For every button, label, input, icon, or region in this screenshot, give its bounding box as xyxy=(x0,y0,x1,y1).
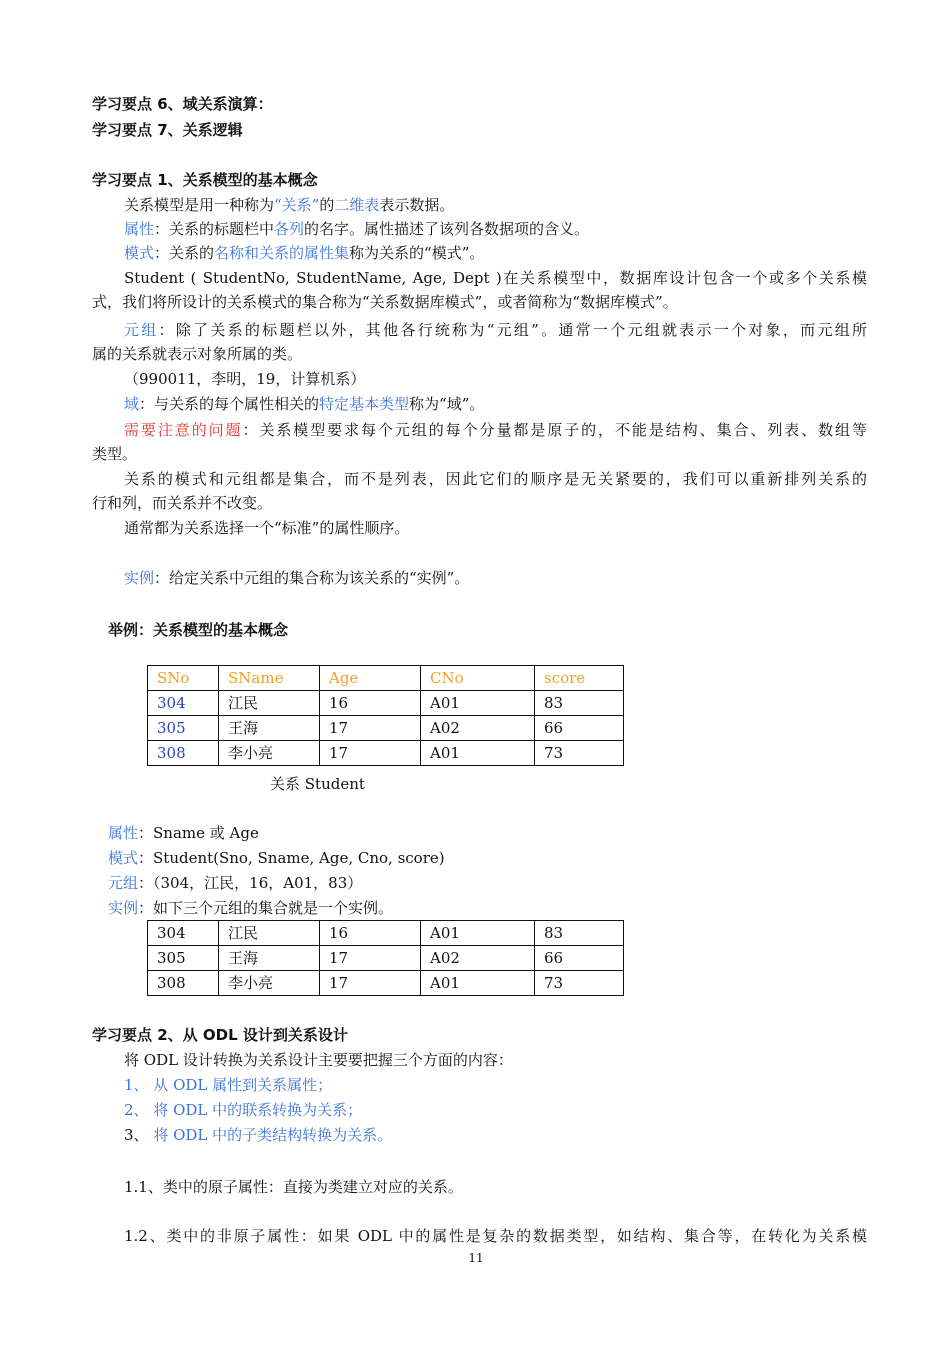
student-table xyxy=(147,665,624,766)
table-cell: 66 xyxy=(535,716,624,741)
table-header-cell: CNo xyxy=(421,666,535,691)
table-cell: 17 xyxy=(320,971,421,996)
heading-point-6: 学习要点 6、域关系演算： xyxy=(92,95,273,113)
sec2-item-2: 2、 将 ODL 中的联系转换为关系； xyxy=(124,1101,363,1119)
example-instance: 实例：如下三个元组的集合就是一个实例。 xyxy=(108,899,394,917)
table-header-row xyxy=(148,666,624,691)
heading-point-2: 学习要点 2、从 ODL 设计到关系设计 xyxy=(92,1026,348,1044)
sec2-intro: 将 ODL 设计转换为关系设计主要要把握三个方面的内容： xyxy=(124,1051,513,1069)
tuple-example: （990011，李明，19，计算机系） xyxy=(124,370,366,388)
table-row xyxy=(148,691,624,716)
table-header-cell: score xyxy=(535,666,624,691)
heading-point-7: 学习要点 7、关系逻辑 xyxy=(92,121,243,139)
table-cell: 17 xyxy=(320,946,421,971)
para-tuple-line2: 属的关系就表示对象所属的类。 xyxy=(92,345,303,363)
page-number: 11 xyxy=(468,1251,484,1265)
table-cell: 66 xyxy=(535,946,624,971)
table-cell: 308 xyxy=(148,971,219,996)
para-order-line1: 关系的模式和元组都是集合，而不是列表，因此它们的顺序是无关紧要的，我们可以重新排列关系的 xyxy=(124,470,867,488)
table-cell: 308 xyxy=(148,741,219,766)
table-cell: A01 xyxy=(421,741,535,766)
para-attribute: 属性：关系的标题栏中各列的名字。属性描述了该列各数据项的含义。 xyxy=(124,220,590,238)
table-cell: A02 xyxy=(421,946,535,971)
sec2-nonatomic-attr: 1.2、类中的非原子属性：如果 ODL 中的属性是复杂的数据类型，如结构、集合等，在转化为关系模 xyxy=(124,1227,867,1245)
para-domain: 域：与关系的每个属性相关的特定基本类型称为“域”。 xyxy=(124,395,485,413)
table-cell: 李小亮 xyxy=(219,741,320,766)
para-student-line1: Student ( StudentNo, StudentName, Age, Dept )在关系模型中，数据库设计包含一个或多个关系模 xyxy=(124,269,867,287)
heading-example: 举例：关系模型的基本概念 xyxy=(108,621,289,639)
table-row xyxy=(148,971,624,996)
table-cell: 王海 xyxy=(219,716,320,741)
table-row xyxy=(148,716,624,741)
table-row xyxy=(148,741,624,766)
table-cell: A01 xyxy=(421,971,535,996)
table-cell: 江民 xyxy=(219,691,320,716)
para-relation-model: 关系模型是用一种称为“关系”的二维表表示数据。 xyxy=(124,196,455,214)
table-header-cell: SName xyxy=(219,666,320,691)
table-cell: A01 xyxy=(421,921,535,946)
table-cell: 17 xyxy=(320,716,421,741)
table-cell: 305 xyxy=(148,716,219,741)
table-cell: A01 xyxy=(421,691,535,716)
table-cell: 16 xyxy=(320,921,421,946)
table-cell: 304 xyxy=(148,921,219,946)
sec2-item-1: 1、 从 ODL 属性到关系属性； xyxy=(124,1076,333,1094)
table-row xyxy=(148,921,624,946)
table-cell: 73 xyxy=(535,971,624,996)
para-order-line2: 行和列，而关系并不改变。 xyxy=(92,494,273,512)
table-cell: 16 xyxy=(320,691,421,716)
table-cell: 73 xyxy=(535,741,624,766)
para-note-line1: 需要注意的问题：关系模型要求每个元组的每个分量都是原子的，不能是结构、集合、列表、数组等 xyxy=(124,421,867,439)
example-tuple: 元组：（304，江民，16，A01，83） xyxy=(108,874,363,892)
table-cell: 304 xyxy=(148,691,219,716)
heading-point-1: 学习要点 1、关系模型的基本概念 xyxy=(92,171,318,189)
table-cell: 李小亮 xyxy=(219,971,320,996)
para-instance: 实例：给定关系中元组的集合称为该关系的“实例”。 xyxy=(124,569,470,587)
table-row xyxy=(148,946,624,971)
table-header-cell: SNo xyxy=(148,666,219,691)
table-cell: 83 xyxy=(535,921,624,946)
example-attribute: 属性：Sname 或 Age xyxy=(108,824,259,842)
table-caption: 关系 Student xyxy=(270,775,365,793)
para-student-line2: 式，我们将所设计的关系模式的集合称为“关系数据库模式”，或者简称为“数据库模式”。 xyxy=(92,293,678,311)
para-schema: 模式：关系的名称和关系的属性集称为关系的“模式”。 xyxy=(124,244,485,262)
table-cell: 17 xyxy=(320,741,421,766)
table-cell: A02 xyxy=(421,716,535,741)
table-cell: 305 xyxy=(148,946,219,971)
para-standard-order: 通常都为关系选择一个“标准”的属性顺序。 xyxy=(124,519,410,537)
sec2-atomic-attr: 1.1、类中的原子属性：直接为类建立对应的关系。 xyxy=(124,1178,463,1196)
para-tuple-line1: 元组：除了关系的标题栏以外，其他各行统称为“元组”。通常一个元组就表示一个对象，而元组所 xyxy=(124,321,867,339)
example-schema: 模式：Student(Sno, Sname, Age, Cno, score) xyxy=(108,849,445,867)
table-cell: 83 xyxy=(535,691,624,716)
table-header-cell: Age xyxy=(320,666,421,691)
table-cell: 王海 xyxy=(219,946,320,971)
sec2-item-3: 3、 将 ODL 中的子类结构转换为关系。 xyxy=(124,1126,393,1144)
instance-table xyxy=(147,920,624,996)
para-note-line2: 类型。 xyxy=(92,445,138,463)
table-cell: 江民 xyxy=(219,921,320,946)
